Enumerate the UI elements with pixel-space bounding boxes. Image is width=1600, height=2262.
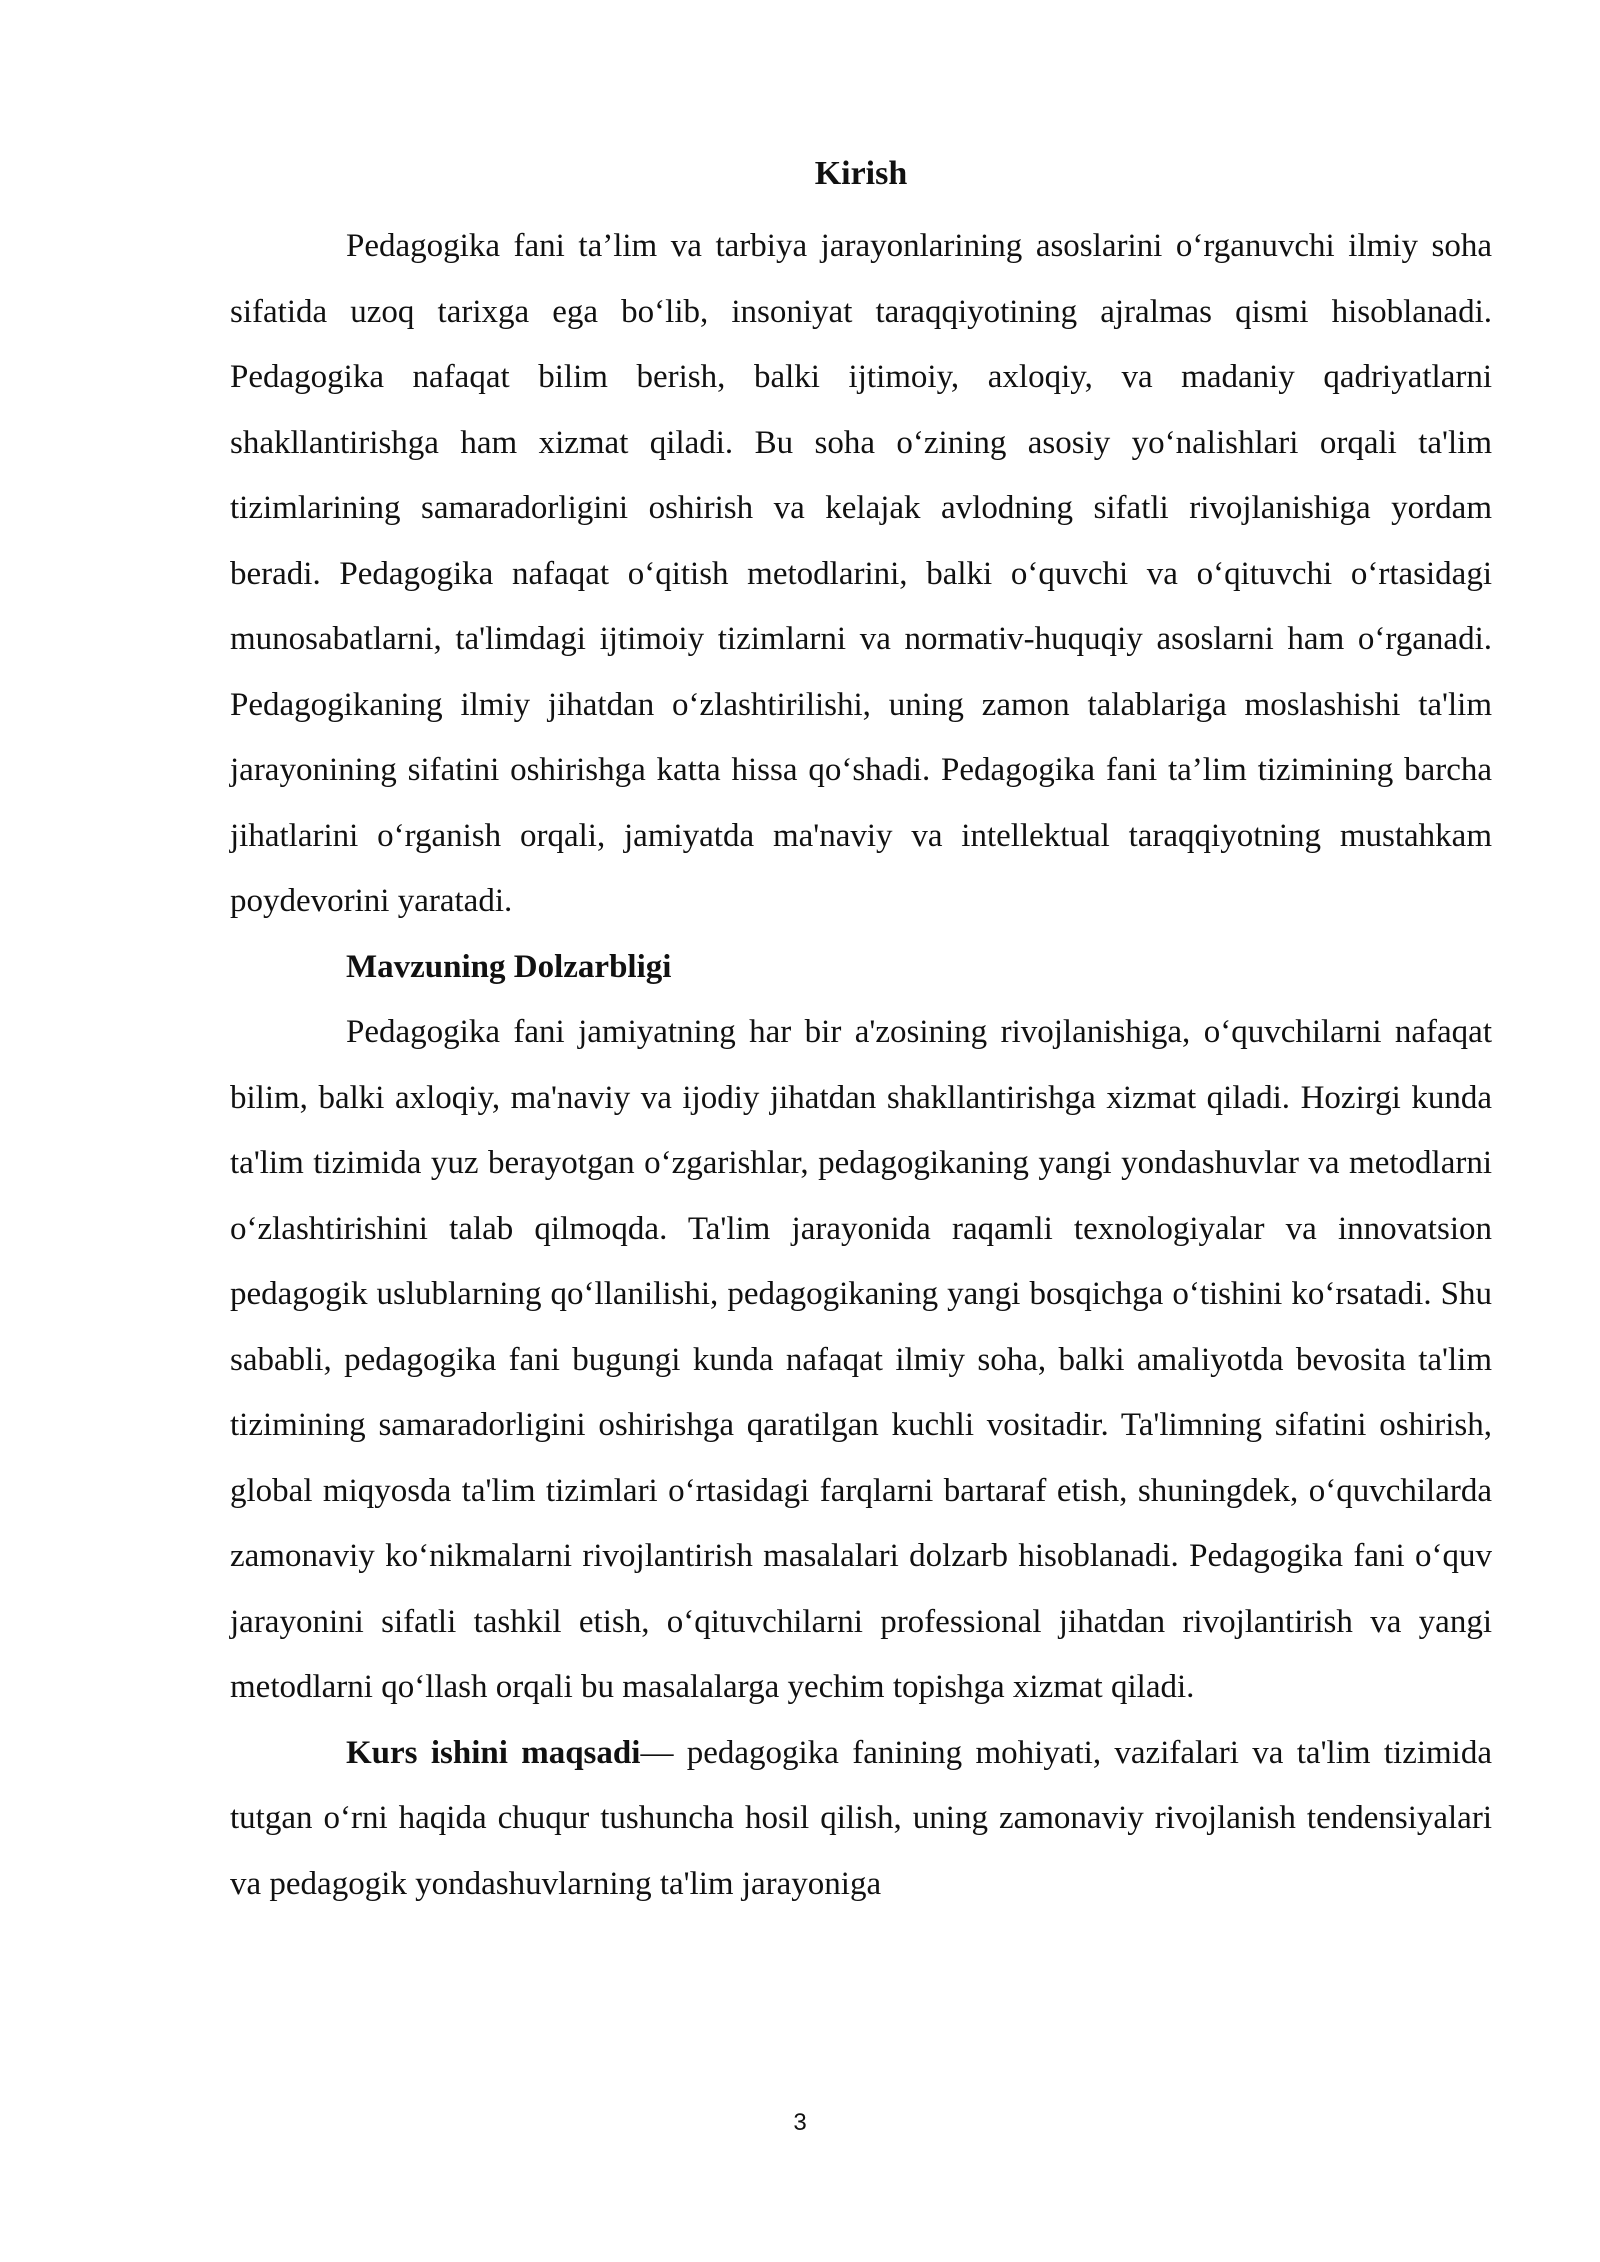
section-title: Kirish — [814, 155, 908, 192]
subheading-relevance: Mavzuning Dolzarbligi — [346, 948, 672, 985]
document-page — [230, 148, 1492, 1917]
aim-body-text: — pedagogika fanining mohiyati, vazifalari va ta'lim tizimida tutgan o‘rni haqida chuqur tushuncha hosil qilish, uning zamonaviy rivojlanish tendensiyalari va pedagogik yondashuvlarning ta'lim jarayoniga — [230, 1734, 1492, 1902]
aim-paragraph — [230, 1721, 1492, 1918]
relevance-paragraph: Pedagogika fani jamiyatning har bir a'zosining rivojlanishiga, o‘quvchilarni nafaqat bilim, balki axloqiy, ma'naviy va ijodiy jihatdan shakllantirishga xizmat qiladi. Hozirgi kunda ta'lim tizimida yuz berayotgan o‘zgarishlar, pedagogikaning yangi yondashuvlar va metodlarni o‘zlashtirishini talab qilmoqda. Ta'lim jarayonida raqamli texnologiyalar va innovatsion pedagogik uslublarning qo‘llanilishi, pedagogikaning yangi bosqichga o‘tishini ko‘rsatadi. Shu sababli, pedagogika fani bugungi kunda nafaqat ilmiy soha, balki amaliyotda bevosita ta'lim tizimining samaradorligini oshirishga qaratilgan kuchli vositadir. Ta'limning sifatini oshirish, global miqyosda ta'lim tizimlari o‘rtasidagi farqlarni bartaraf etish, shuningdek, o‘quvchilarda zamonaviy ko‘nikmalarni rivojlantirish masalalari dolzarb hisoblanadi. Pedagogika fani o‘quv jarayonini sifatli tashkil etish, o‘qituvchilarni professional jihatdan rivojlantirish va yangi metodlarni qo‘llash orqali bu masalalarga yechim topishga xizmat qiladi. — [230, 1014, 1492, 1705]
aim-lead-text: Kurs ishini maqsadi — [346, 1734, 641, 1771]
intro-paragraph: Pedagogika fani ta’lim va tarbiya jarayonlarining asoslarini o‘rganuvchi ilmiy soha sifatida uzoq tarixga ega bo‘lib, insoniyat taraqqiyotining ajralmas qismi hisoblanadi. Pedagogika nafaqat bilim berish, balki ijtimoiy, axloqiy, va madaniy qadriyatlarni shakllantirishga ham xizmat qiladi. Bu soha o‘zining asosiy yo‘nalishlari orqali ta'lim tizimlarining samaradorligini oshirish va kelajak avlodning sifatli rivojlanishiga yordam beradi. Pedagogika nafaqat o‘qitish metodlarini, balki o‘quvchi va o‘qituvchi o‘rtasidagi munosabatlarni, ta'limdagi ijtimoiy tizimlarni va normativ-huquqiy asoslarni ham o‘rganadi. Pedagogikaning ilmiy jihatdan o‘zlashtirilishi, uning zamon talablariga moslashishi ta'lim jarayonining sifatini oshirishga katta hissa qo‘shadi. Pedagogika fani ta’lim tizimining barcha jihatlarini o‘rganish orqali, jamiyatda ma'naviy va intellektual taraqqiyotning mustahkam poydevorini yaratadi. — [230, 228, 1492, 919]
page-number: 3 — [793, 2109, 807, 2136]
